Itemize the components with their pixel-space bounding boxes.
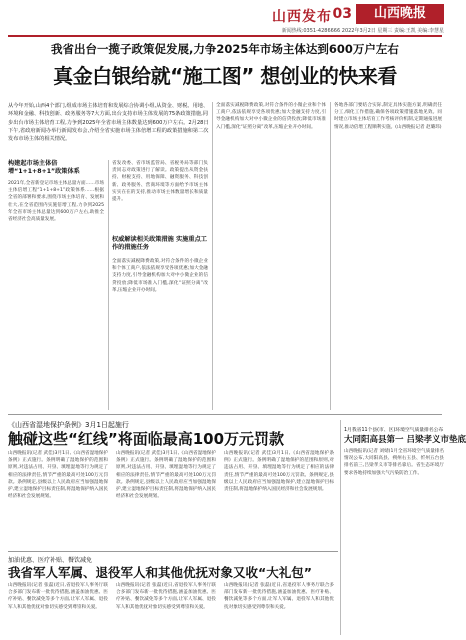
sidebar-kicker: 1月我省11个县(市、区)环境空气质量排名公布 (344, 428, 444, 433)
article3-kicker: 加油优惠、医疗补贴、餐饮减免 (8, 557, 93, 564)
column-divider (108, 160, 109, 410)
article1-headline: 真金白银给就“施工图” 想创业的快来看 (53, 64, 397, 88)
article3-col-2: 山西晚报讯(记者 张磊)近日,省退役军人事务厅联合多部门发布新一批优待措施,涵盖加油优惠、医疗补贴、餐饮减免等多个方面,让军人军属、退役军人和其他优抚对象切实感受到尊崇和关爱。 (116, 583, 216, 610)
column-divider (212, 102, 213, 410)
article1-subhead-2: 权威解读相关政策措施 实施重点工作的措施任务 (112, 236, 207, 251)
article2-col-2: 山西晚报讯(记者 武佳)3月1日,《山西省湿地保护条例》正式施行。条例明确了湿地保护的范围和原则,对违法占用、开垦、填埋湿地等行为规定了相应的法律责任,情节严重的最高可处100万元罚款。条例规定,县级以上人民政府应当加强湿地保护,建立湿地保护目标责任制,将湿地保护纳入国民经济和社会发展规划。 (116, 451, 216, 500)
header-rule (8, 35, 442, 37)
page-number: 03 (332, 6, 352, 22)
article2-kicker: 《山西省湿地保护条例》3月1日起施行 (8, 421, 129, 429)
article3-col-1: 山西晚报讯(记者 张磊)近日,省退役军人事务厅联合多部门发布新一批优待措施,涵盖加油优惠、医疗补贴、餐饮减免等多个方面,让军人军属、退役军人和其他优抚对象切实感受到尊崇和关爱。 (8, 583, 108, 610)
section-name: 山西发布 (272, 9, 332, 25)
column-divider (340, 420, 341, 635)
article1-col-4: 各地各部门要结合实际,制定具体实施方案,明确责任分工,细化工作措施,确保各项政策措施落地见效。同时建立市场主体培育工作考核评价机制,定期通报进展情况,推动倍增工程顺利实施。(山西晚报记者 赵璐玮) (334, 103, 442, 130)
section-divider (8, 414, 442, 415)
article3-col-3: 山西晚报讯(记者 张磊)近日,省退役军人事务厅联合多部门发布新一批优待措施,涵盖加油优惠、医疗补贴、餐饮减免等多个方面,让军人军属、退役军人和其他优抚对象切实感受到尊崇和关爱。 (224, 583, 334, 610)
article2-col-1: 山西晚报讯(记者 武佳)3月1日,《山西省湿地保护条例》正式施行。条例明确了湿地保护的范围和原则,对违法占用、开垦、填埋湿地等行为规定了相应的法律责任,情节严重的最高可处100万元罚款。条例规定,县级以上人民政府应当加强湿地保护,建立湿地保护目标责任制,将湿地保护纳入国民经济和社会发展规划。 (8, 451, 108, 500)
masthead (0, 0, 450, 36)
newspaper-logo: 山西晚报 (356, 4, 444, 24)
article2-headline: 触碰这些“红线”将面临最高100万元罚款 (8, 430, 285, 448)
section-divider (8, 551, 338, 552)
issue-meta: 新闻热线:0351-4286666 2022年3月2日 星期三 责编:王凯 美编:李慧星 (281, 28, 444, 34)
article1-kicker: 我省出台一揽子政策促发展,力争2025年市场主体达到600万户左右 (51, 42, 399, 56)
sidebar-headline: 大同阳高县第一 吕梁孝义市垫底 (344, 435, 466, 445)
article1-col-1: 2021年,全省新登记市场主体总量方面……市场主体倍增工程“1+1+8+1”政策体系……根据全省的部署和要求,围绕市场主体培育、发展和壮大,在全省范围内实施倍增工程,力争到2025年全省市场主体总量达到600万户左右,助推全省经济社会高质量发展。 (8, 181, 104, 223)
article2-col-3: 山西晚报讯(记者 武佳)3月1日,《山西省湿地保护条例》正式施行。条例明确了湿地保护的范围和原则,对违法占用、开垦、填埋湿地等行为规定了相应的法律责任,情节严重的最高可处100万元罚款。条例规定,县级以上人民政府应当加强湿地保护,建立湿地保护目标责任制,将湿地保护纳入国民经济和社会发展规划。 (224, 451, 334, 493)
column-divider (330, 102, 331, 410)
article1-lead: 从今年开始,山西4个部门,组成市场主体培育和发展综合协调小组,从资金、财税、用地、环境和金融、科技创新、政务服务等7大方面,出台支持市场主体发展的75条政策措施,同步出台市场主体培育工程,力争到2025年全省市场主体数量达到600万户左右。2月28日下午,省政府新闻办举行新闻发布会,介绍全省实施市场主体倍增工程的政策措施和第二次发布市场主体的相关情况。 (8, 103, 209, 143)
article1-col-2b: 全面落实减税降费政策,对符合条件的小微企业和个体工商户,依法依规享受各项优惠;加大金融支持力度,引导金融机构加大对中小微企业的信贷投放;降低市场准入门槛,深化“证照分离”改革,压缩企业开办时间。 (112, 259, 208, 293)
article1-subhead-1: 构建起市场主体倍增“1+1+8+1”政策体系 (8, 160, 80, 175)
article3-headline: 我省军人军属、退役军人和其他优抚对象又收“大礼包” (8, 565, 312, 580)
article1-col-2: 省发改委、省市场监管局、省税务局等部门负责同志对政策进行了解读。政策提出从资金扶持、财税支持、用地保障、融资服务、科技创新、政务服务、营商环境等方面给予市场主体实实在在的支持,推动市场主体数量增长和质量提升。 (112, 161, 208, 203)
sidebar-body: 山西晚报讯(记者 刘婧)1月全省环境空气质量排名情况公布,大同阳高县、朔州右玉县、忻州五台县排名前三,吕梁孝义市等排名靠后。省生态环境厅要求各地持续加强大气污染防治工作。 (344, 449, 444, 476)
article1-col-3: 全面落实减税降费政策,对符合条件的小微企业和个体工商户,依法依规享受各项优惠;加大金融支持力度,引导金融机构加大对中小微企业的信贷投放;降低市场准入门槛,深化“证照分离”改革,压缩企业开办时间。 (216, 103, 326, 130)
